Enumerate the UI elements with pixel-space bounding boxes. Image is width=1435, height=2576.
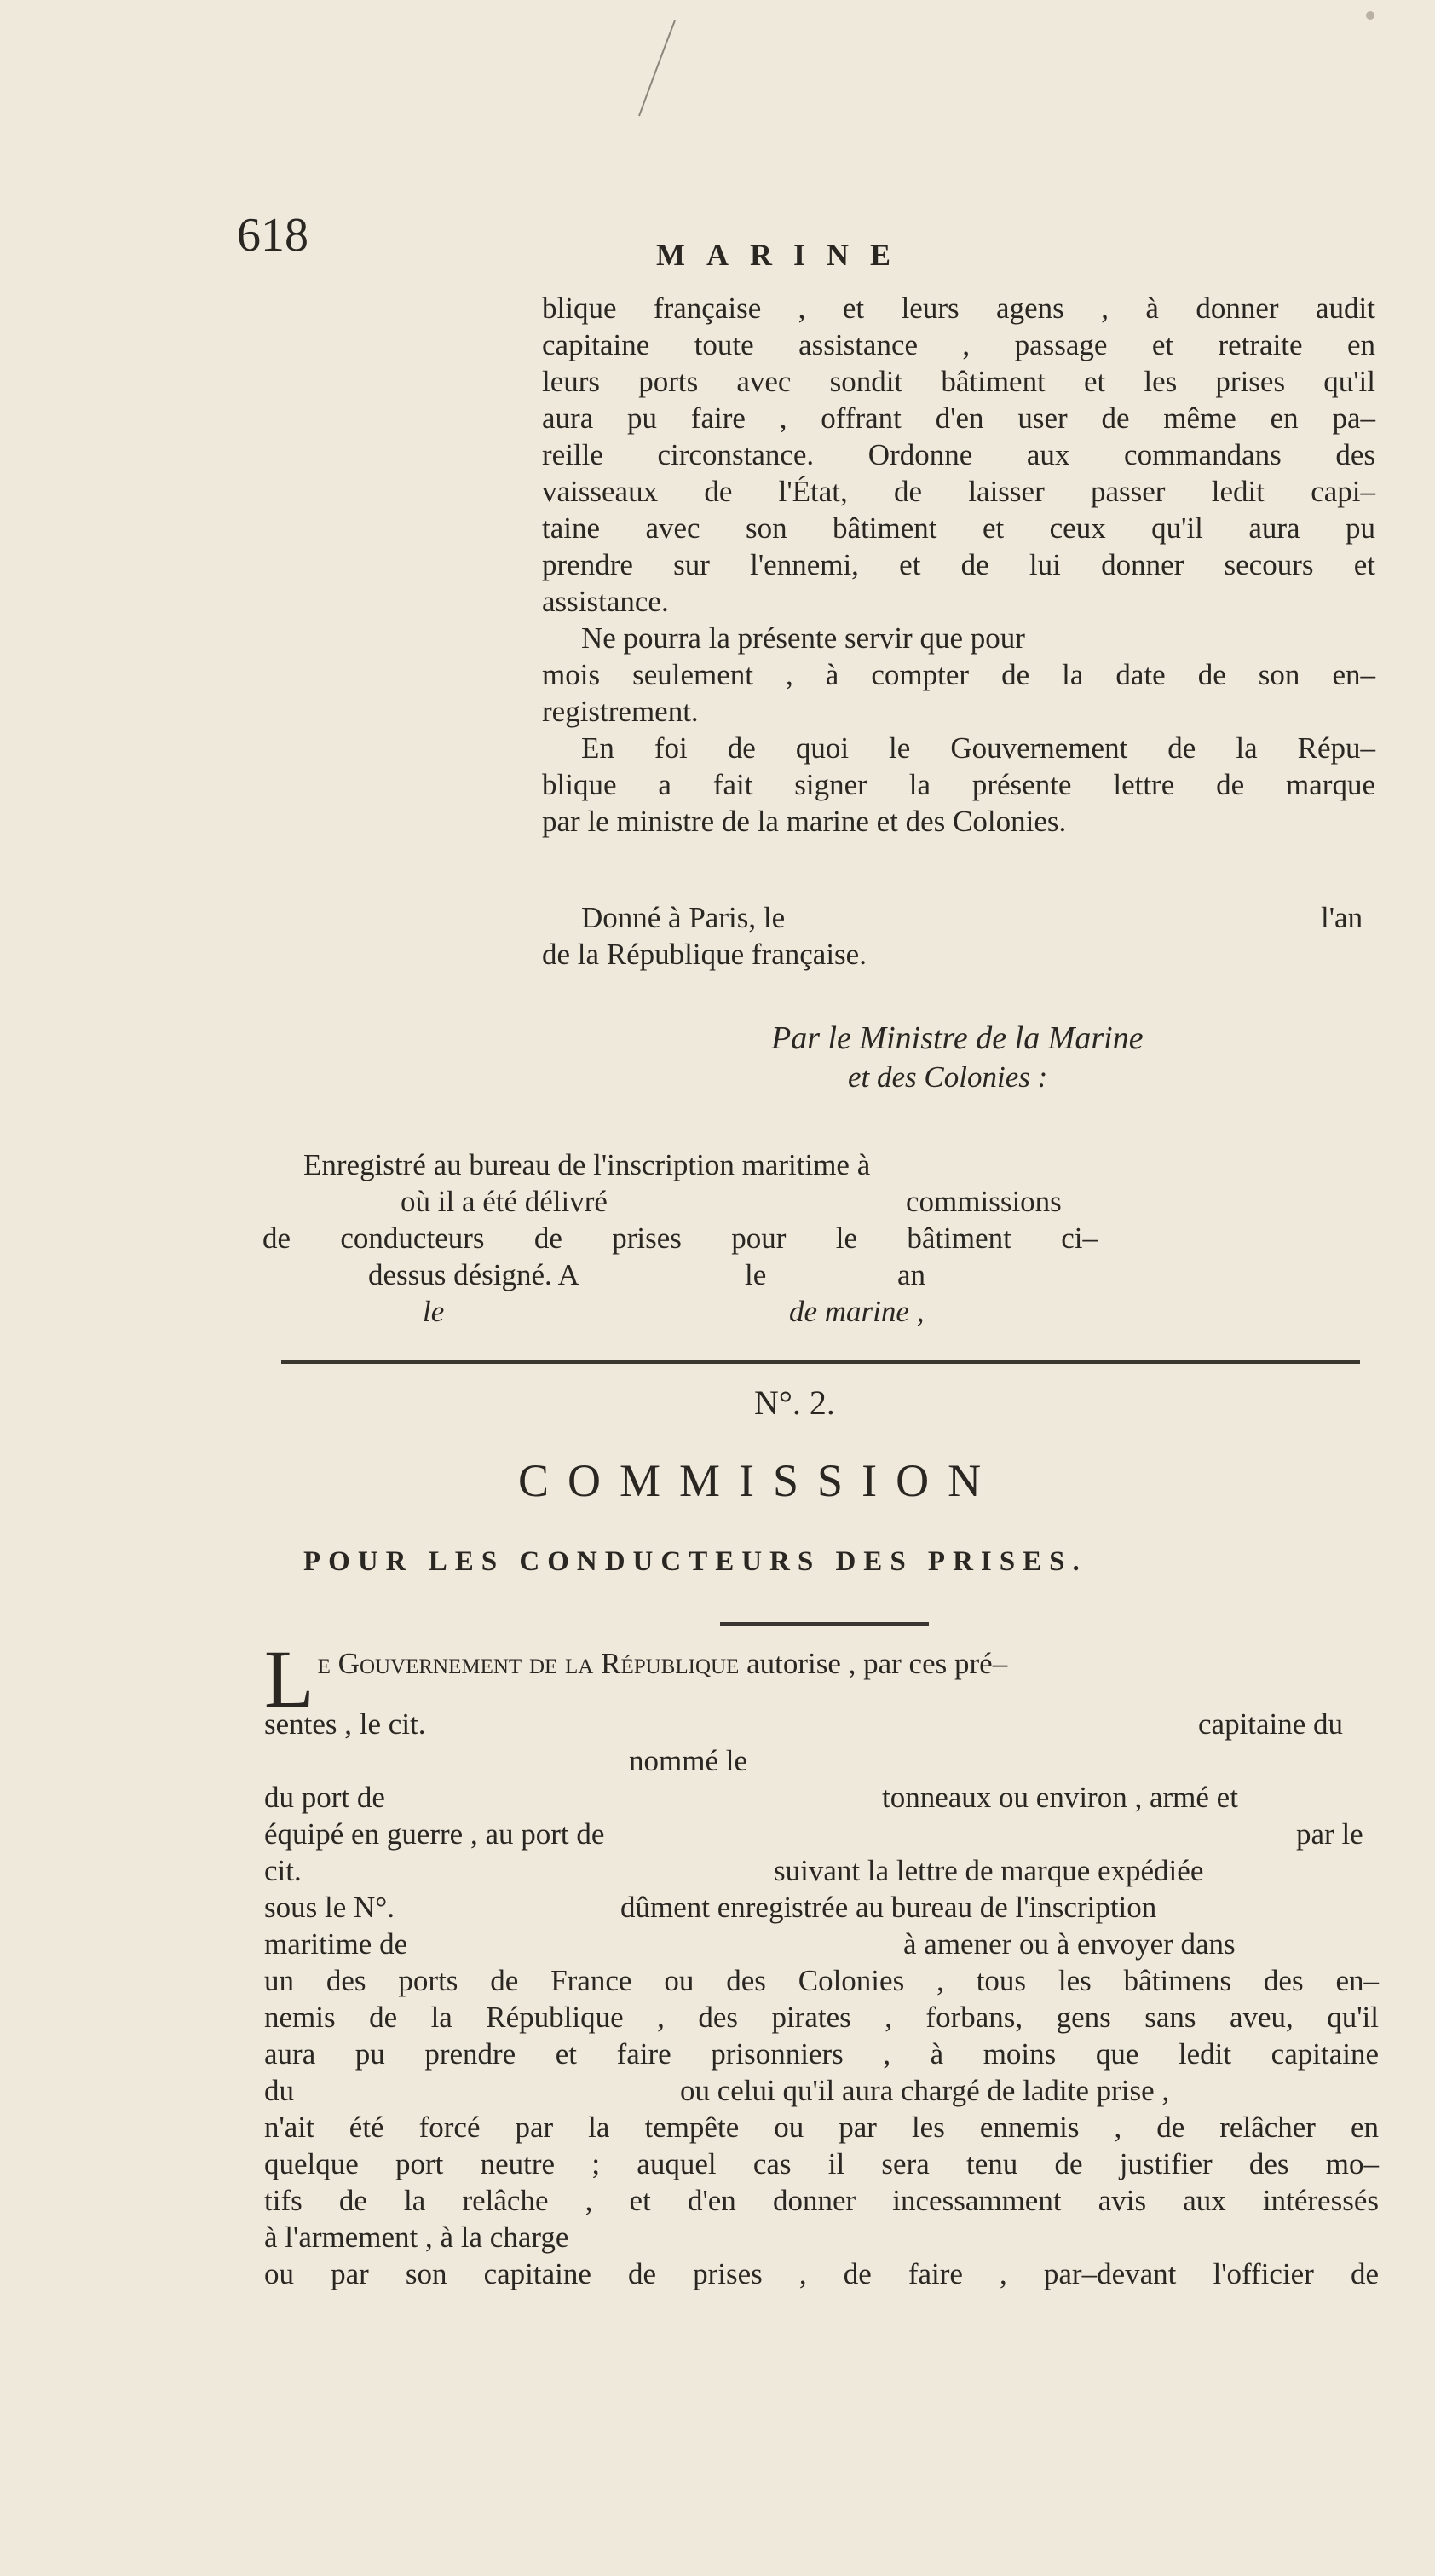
- l12-left: du: [264, 2074, 294, 2107]
- registration-line-3: [262, 1220, 1098, 1256]
- registration-line-4b: le: [745, 1258, 767, 1291]
- commission-body: [264, 1962, 1379, 2072]
- registration-line-5b: de marine ,: [789, 1295, 925, 1328]
- date-line-right: l'an: [1321, 901, 1363, 934]
- text-line: prendre sur l'ennemi, et de lui donner secours et: [542, 548, 1375, 581]
- text-line: aura pu prendre et faire prisonniers , à moins que ledit capitaine: [264, 2037, 1379, 2071]
- text-line: un des ports de France ou des Colonies , tous les bâtimens des en–: [264, 1964, 1379, 1997]
- section-divider-rule: [281, 1360, 1360, 1364]
- text-line: En foi de quoi le Gouvernement de la Répu–: [581, 731, 1375, 765]
- date-line-left: Donné à Paris, le: [581, 901, 786, 934]
- date-line-2: de la République française.: [542, 938, 867, 971]
- l8-left: maritime de: [264, 1927, 408, 1961]
- page-number: 618: [237, 209, 308, 262]
- text-line: aura pu faire , offrant d'en user de même en pa–: [542, 401, 1375, 435]
- text-line: reille circonstance. Ordonne aux commandans des: [542, 438, 1375, 471]
- l6-left: cit.: [264, 1854, 302, 1887]
- registration-line-2-right: commissions: [906, 1185, 1062, 1218]
- text-line: vaisseaux de l'État, de laisser passer ledit capi–: [542, 475, 1375, 508]
- l5-left: équipé en guerre , au port de: [264, 1817, 605, 1851]
- text-line: tifs de la relâche , et d'en donner incessamment avis aux intéressés: [264, 2184, 1379, 2217]
- document-title: COMMISSION: [518, 1455, 1000, 1506]
- text-line: ou par son capitaine de prises , de faire , par–devant l'officier de: [264, 2257, 1379, 2290]
- running-title: MARINE: [656, 238, 912, 272]
- ink-spot: [1360, 5, 1380, 26]
- document-subtitle: POUR LES CONDUCTEURS DES PRISES.: [303, 1546, 1087, 1577]
- l3: nommé le: [629, 1744, 747, 1777]
- paragraph-1: [542, 290, 1375, 620]
- opening-rest: autorise , par ces pré–: [746, 1647, 1008, 1680]
- text-line: n'ait été forcé par la tempête ou par les ennemis , de relâcher en: [264, 2111, 1379, 2144]
- registration-line-4a: dessus désigné. A: [368, 1258, 579, 1291]
- registration-line-4c: an: [897, 1258, 926, 1291]
- text-line: blique française , et leurs agens , à donner audit: [542, 292, 1375, 325]
- text-line: Ne pourra la présente servir que pour: [581, 621, 1025, 655]
- text-line: nemis de la République , des pirates , forbans, gens sans aveu, qu'il: [264, 2001, 1379, 2034]
- text-line: de conducteurs de prises pour le bâtiment ci–: [262, 1222, 1098, 1255]
- document-number: N°. 2.: [754, 1383, 835, 1422]
- l8-right: à amener ou à envoyer dans: [903, 1927, 1236, 1961]
- registration-line-2-left: où il a été délivré: [401, 1185, 608, 1218]
- commission-body-2: [264, 2109, 1379, 2292]
- text-line: capitaine toute assistance , passage et retraite en: [542, 328, 1375, 361]
- text-line: registrement.: [542, 695, 699, 728]
- l5-right: par le: [1296, 1817, 1363, 1851]
- l6-right: suivant la lettre de marque expédiée: [774, 1854, 1204, 1887]
- l4-right: tonneaux ou environ , armé et: [882, 1781, 1238, 1814]
- l7-left: sous le N°.: [264, 1891, 395, 1924]
- l2-right: capitaine du: [1198, 1707, 1344, 1741]
- text-line: quelque port neutre ; auquel cas il sera tenu de justifier des mo–: [264, 2147, 1379, 2180]
- text-line: par le ministre de la marine et des Colonies.: [542, 805, 1067, 838]
- registration-line-5a: le: [423, 1295, 445, 1328]
- text-line: taine avec son bâtiment et ceux qu'il aura pu: [542, 511, 1375, 545]
- text-line: leurs ports avec sondit bâtiment et les prises qu'il: [542, 365, 1375, 398]
- text-line: assistance.: [542, 585, 669, 618]
- signature-line-1: Par le Ministre de la Marine: [771, 1020, 1144, 1056]
- l12-right: ou celui qu'il aura chargé de ladite prise ,: [680, 2074, 1170, 2107]
- signature-line-2: et des Colonies :: [848, 1060, 1048, 1094]
- l2-left: sentes , le cit.: [264, 1707, 426, 1741]
- opening-small-caps: e Gouvernement de la République: [317, 1647, 740, 1680]
- paragraph-3: [542, 730, 1375, 840]
- text-line: à l'armement , à la charge: [264, 2221, 569, 2254]
- l7-right: dûment enregistrée au bureau de l'inscription: [620, 1891, 1157, 1924]
- paragraph-2: [542, 620, 1375, 730]
- text-line: mois seulement , à compter de la date de son en–: [542, 658, 1375, 691]
- title-rule: [720, 1622, 929, 1626]
- l4-left: du port de: [264, 1781, 385, 1814]
- text-line: blique a fait signer la présente lettre de marque: [542, 768, 1375, 801]
- pencil-mark: [622, 17, 682, 119]
- registration-line-1: Enregistré au bureau de l'inscription maritime à: [303, 1148, 871, 1181]
- drop-cap: L: [264, 1633, 314, 1724]
